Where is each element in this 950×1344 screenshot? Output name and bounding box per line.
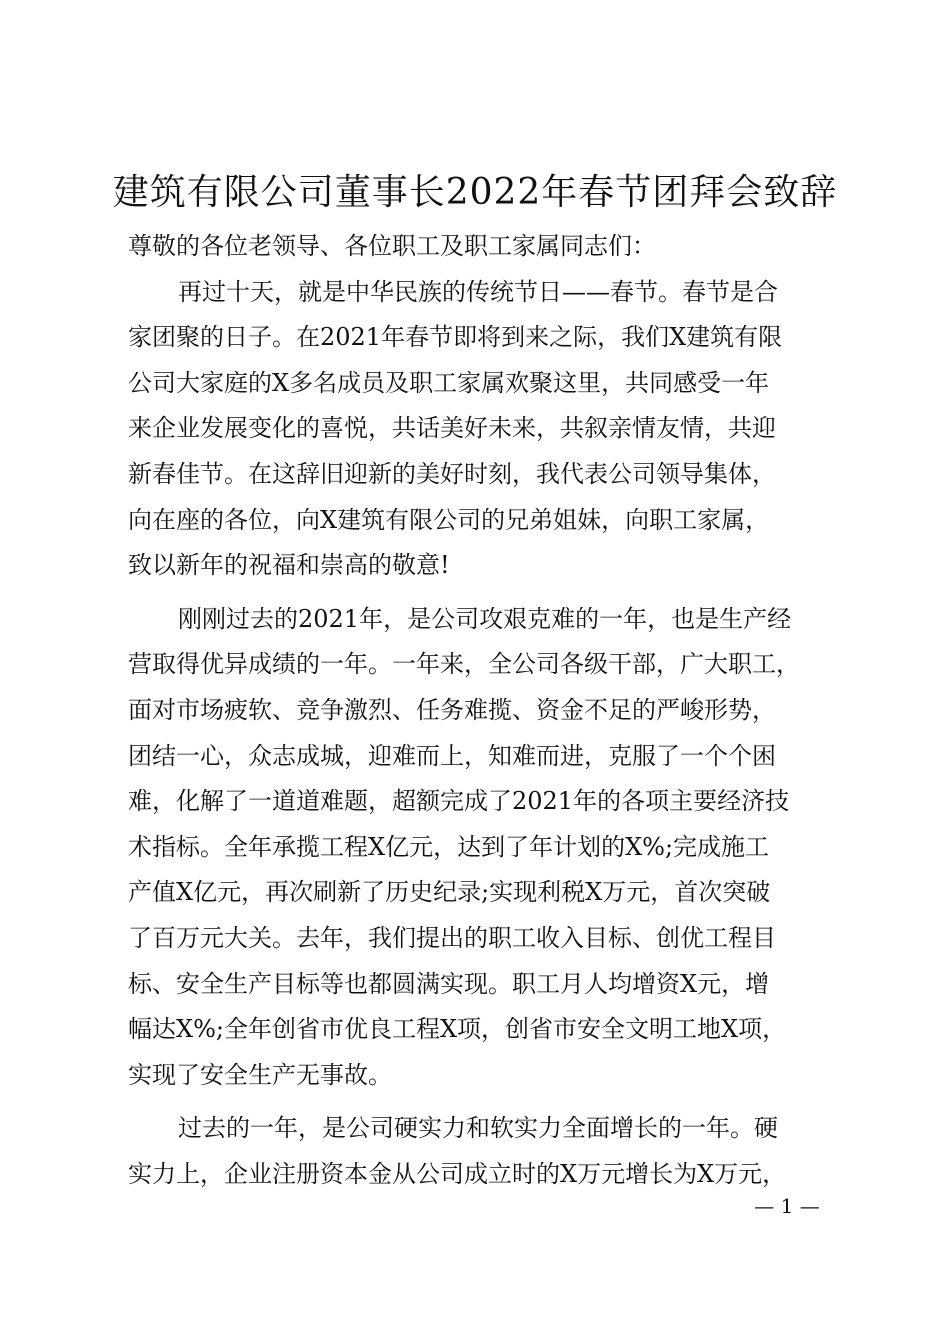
paragraph-2	[128, 597, 828, 1099]
paragraph-line: 团结一心，众志成城，迎难而上，知难而进，克服了一个个困	[128, 741, 776, 770]
paragraph-line: 实力上，企业注册资本金从公司成立时的X万元增长为X万元，	[128, 1159, 787, 1188]
document-title: 建筑有限公司董事长2022年春节团拜会致辞	[112, 172, 838, 213]
paragraph-line: 新春佳节。在这辞旧迎新的美好时刻，我代表公司领导集体，	[128, 459, 776, 488]
paragraph-line: 了百万元大关。去年，我们提出的职工收入目标、创优工程目	[128, 923, 776, 952]
paragraph-line: 术指标。全年承揽工程X亿元，达到了年计划的X%;完成施工	[128, 832, 770, 861]
paragraph-line: 难，化解了一道道难题，超额完成了2021年的各项主要经济技	[128, 787, 790, 816]
paragraph-line: 过去的一年，是公司硬实力和软实力全面增长的一年。硬	[178, 1114, 778, 1143]
paragraph-line: 公司大家庭的X多名成员及职工家属欢聚这里，共同感受一年	[128, 368, 770, 397]
page-number: — 1 —	[754, 1194, 820, 1218]
paragraph-line: 再过十天，就是中华民族的传统节日——春节。春节是合	[178, 277, 778, 306]
paragraph-line: 来企业发展变化的喜悦，共话美好未来，共叙亲情友情，共迎	[128, 414, 776, 443]
paragraph-1	[128, 270, 828, 589]
paragraph-line: 家团聚的日子。在2021年春节即将到来之际，我们X建筑有限	[128, 323, 783, 352]
document-body	[128, 224, 828, 1197]
paragraph-line: 实现了安全生产无事故。	[128, 1060, 392, 1089]
paragraph-line: 产值X亿元，再次刷新了历史纪录;实现利税X万元，首次突破	[128, 878, 771, 907]
paragraph-line: 刚刚过去的2021年，是公司攻艰克难的一年，也是生产经	[178, 604, 792, 633]
paragraph-line: 面对市场疲软、竞争激烈、任务难揽、资金不足的严峻形势，	[128, 695, 776, 724]
paragraph-line: 营取得优异成绩的一年。一年来，全公司各级干部，广大职工，	[128, 650, 800, 679]
paragraph-line: 标、安全生产目标等也都圆满实现。职工月人均增资X元，增	[128, 969, 770, 998]
paragraph-line: 致以新年的祝福和崇高的敬意!	[128, 551, 450, 580]
greeting-line: 尊敬的各位老领导、各位职工及职工家属同志们：	[128, 232, 656, 260]
paragraph-line: 幅达X%;全年创省市优良工程X项，创省市安全文明工地X项，	[128, 1015, 787, 1044]
paragraph-line: 向在座的各位，向X建筑有限公司的兄弟姐妹，向职工家属，	[128, 505, 770, 534]
paragraph-3	[128, 1106, 828, 1197]
